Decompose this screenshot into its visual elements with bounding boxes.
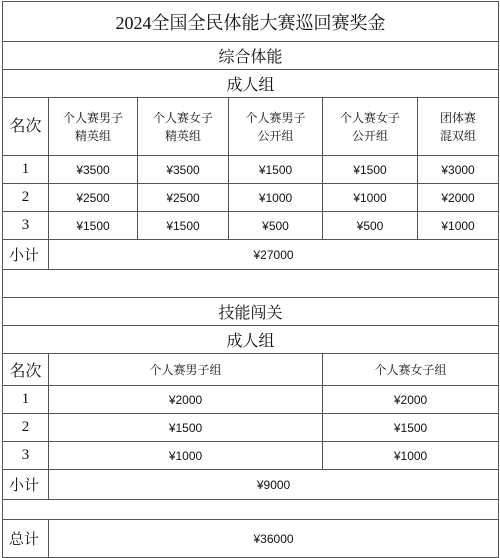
prize-cell: ¥1000: [229, 184, 323, 212]
table-row: [3, 386, 499, 414]
section1-name: 综合体能: [3, 42, 499, 70]
rank-cell: 2: [3, 184, 49, 212]
section2-rank-header: 名次: [3, 354, 49, 386]
prize-cell: ¥1500: [323, 414, 499, 442]
prize-cell: ¥1500: [49, 414, 323, 442]
prize-table-page: [0, 1, 500, 557]
table-row: [3, 442, 499, 470]
section1-subtotal-label: 小计: [3, 240, 49, 270]
table-row: [3, 414, 499, 442]
section1-rank-header: 名次: [3, 98, 49, 156]
prize-cell: ¥2000: [323, 386, 499, 414]
section1-col-header: 团体赛 混双组: [418, 98, 499, 156]
section2-subtotal-label: 小计: [3, 470, 49, 500]
table-row: [3, 156, 499, 184]
rank-cell: 1: [3, 156, 49, 184]
prize-table: [2, 1, 499, 558]
prize-cell: ¥3500: [138, 156, 229, 184]
section1-col-header: 个人赛男子 公开组: [229, 98, 323, 156]
prize-cell: ¥1000: [418, 212, 499, 240]
section1-group: 成人组: [3, 70, 499, 98]
prize-cell: ¥2000: [418, 184, 499, 212]
prize-cell: ¥1000: [49, 442, 323, 470]
prize-cell: ¥1500: [138, 212, 229, 240]
prize-cell: ¥2500: [49, 184, 138, 212]
rank-cell: 3: [3, 442, 49, 470]
prize-cell: ¥1500: [323, 156, 418, 184]
rank-cell: 3: [3, 212, 49, 240]
total-label: 总计: [3, 520, 49, 558]
prize-cell: ¥1000: [323, 442, 499, 470]
section2-col-header: 个人赛女子组: [323, 354, 499, 386]
section2-subtotal: ¥9000: [49, 470, 499, 500]
table-title: 2024全国全民体能大赛巡回赛奖金: [3, 2, 499, 42]
section2-col-header: 个人赛男子组: [49, 354, 323, 386]
section1-subtotal: ¥27000: [49, 240, 499, 270]
prize-cell: ¥2500: [138, 184, 229, 212]
prize-cell: ¥1500: [49, 212, 138, 240]
prize-cell: ¥3500: [49, 156, 138, 184]
table-row: [3, 212, 499, 240]
spacer-row: [3, 270, 499, 298]
spacer-row: [3, 500, 499, 520]
prize-cell: ¥1000: [323, 184, 418, 212]
section2-group: 成人组: [3, 326, 499, 354]
rank-cell: 1: [3, 386, 49, 414]
section1-col-header: 个人赛女子 精英组: [138, 98, 229, 156]
prize-cell: ¥500: [323, 212, 418, 240]
prize-cell: ¥1500: [229, 156, 323, 184]
section1-col-header: 个人赛男子 精英组: [49, 98, 138, 156]
prize-cell: ¥2000: [49, 386, 323, 414]
prize-cell: ¥3000: [418, 156, 499, 184]
section1-col-header: 个人赛女子 公开组: [323, 98, 418, 156]
rank-cell: 2: [3, 414, 49, 442]
section2-name: 技能闯关: [3, 298, 499, 326]
table-row: [3, 184, 499, 212]
prize-cell: ¥500: [229, 212, 323, 240]
grand-total: ¥36000: [49, 520, 499, 558]
